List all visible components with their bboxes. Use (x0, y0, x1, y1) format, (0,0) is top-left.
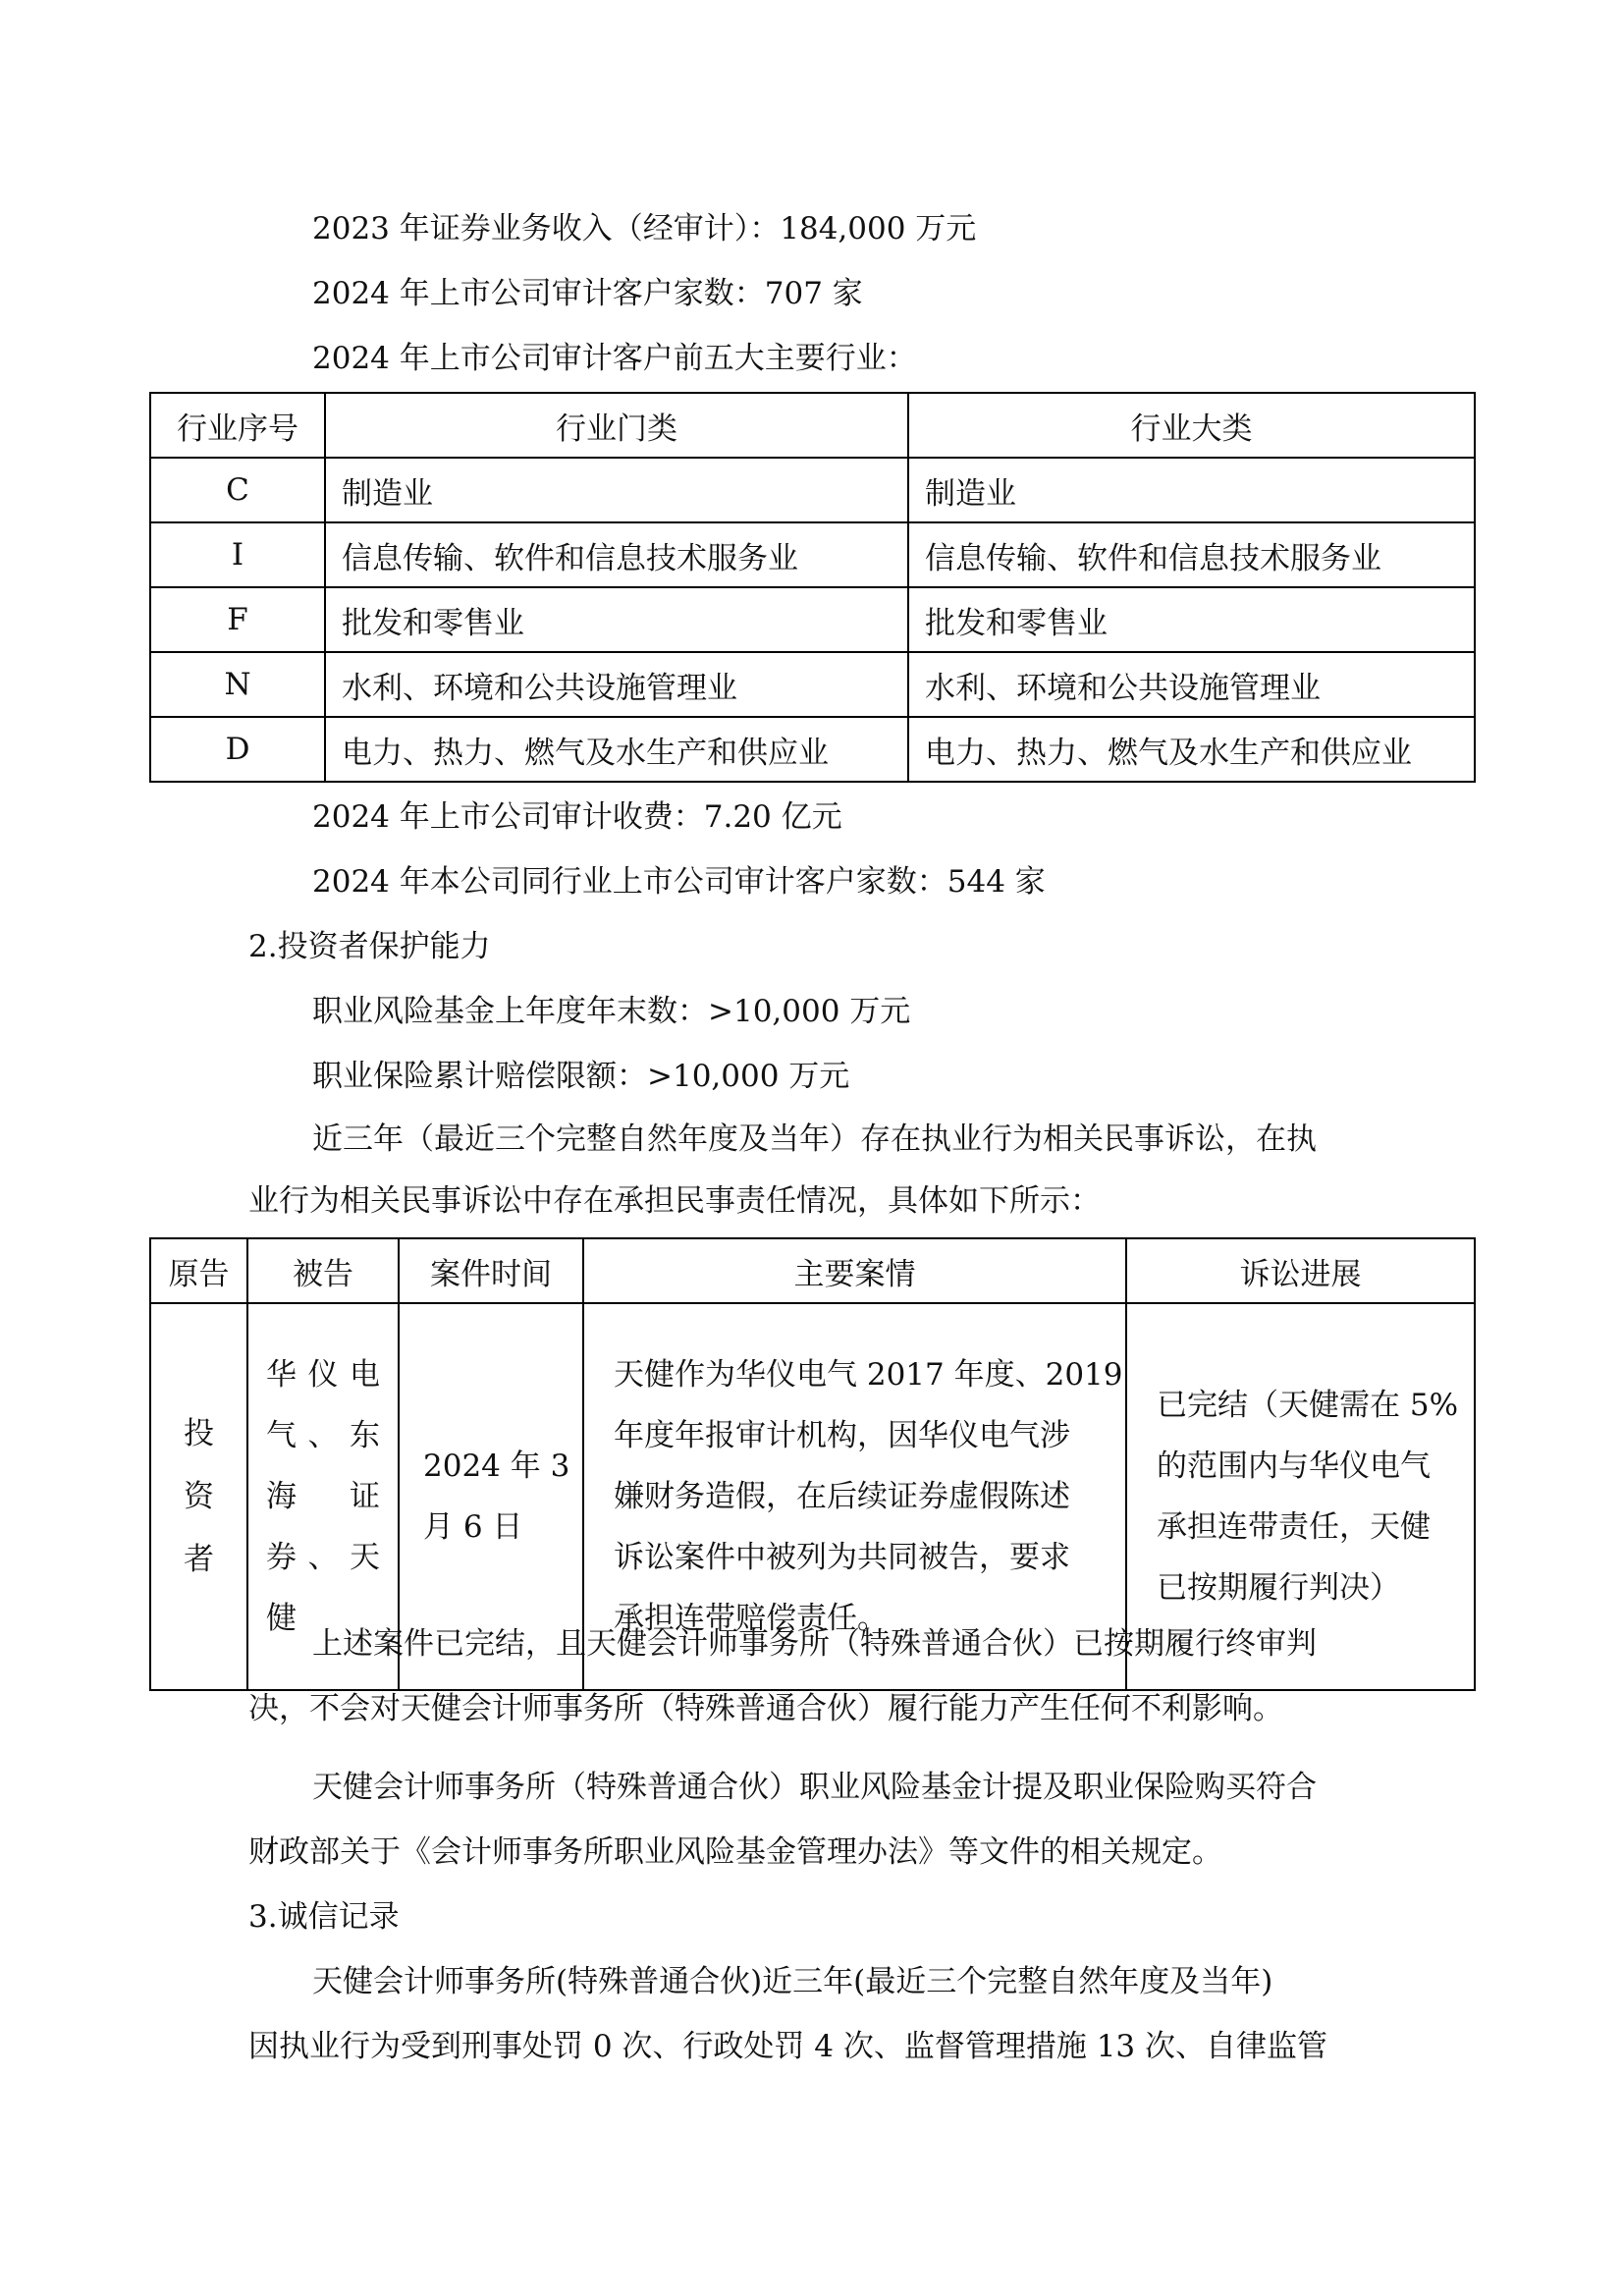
header-industry-code: 行业序号 (150, 393, 325, 458)
table-row (150, 652, 1475, 717)
industry-major: 制造业 (908, 458, 1475, 522)
defendant-char: 气 (266, 1418, 297, 1453)
progress-line: 已按期履行判决） (1157, 1570, 1400, 1606)
plaintiff-char: 资 (184, 1479, 214, 1514)
defendant-char: 健 (266, 1601, 297, 1636)
industry-category: 信息传输、软件和信息技术服务业 (325, 522, 908, 587)
table-row (150, 458, 1475, 522)
defendant-line (248, 1466, 398, 1527)
revenue-line: 2023 年证券业务收入（经审计）：184,000 万元 (312, 211, 977, 246)
defendant-char: 券 (266, 1540, 297, 1575)
client-count-line: 2024 年上市公司审计客户家数：707 家 (312, 276, 863, 311)
case-summary-line: 嫌财务造假，在后续证券虚假陈述 (614, 1479, 1070, 1514)
industry-code: F (150, 587, 325, 652)
lawsuit-table (149, 1237, 1476, 1691)
table-row (150, 717, 1475, 782)
integrity-line-1: 天健会计师事务所(特殊普通合伙)近三年(最近三个完整自然年度及当年) (312, 1964, 1273, 1999)
section-3-heading: 3.诚信记录 (248, 1899, 400, 1935)
table-header-row (150, 393, 1475, 458)
case-time-line: 2024 年 3 (423, 1449, 570, 1484)
integrity-line-2: 因执业行为受到刑事处罚 0 次、行政处罚 4 次、监督管理措施 13 次、自律监管 (248, 2029, 1328, 2064)
insurance-limit-line: 职业保险累计赔偿限额：>10,000 万元 (312, 1059, 850, 1094)
progress-line: 已完结（天健需在 5% (1157, 1388, 1459, 1423)
progress-line: 承担连带责任，天健 (1157, 1509, 1431, 1545)
industry-major: 电力、热力、燃气及水生产和供应业 (908, 717, 1475, 782)
closing-para-1-line-1: 上述案件已完结，且天健会计师事务所（特殊普通合伙）已按期履行终审判 (312, 1626, 1317, 1662)
case-summary-line: 承担连带赔偿责任。 (614, 1601, 888, 1636)
industry-code: C (150, 458, 325, 522)
industry-code: N (150, 652, 325, 717)
industry-major: 水利、环境和公共设施管理业 (908, 652, 1475, 717)
case-summary-line: 年度年报审计机构，因华仪电气涉 (614, 1418, 1070, 1453)
case-time-line: 月 6 日 (423, 1509, 523, 1545)
case-summary-line: 诉讼案件中被列为共同被告，要求 (614, 1540, 1070, 1575)
header-industry-category: 行业门类 (325, 393, 908, 458)
progress-line: 的范围内与华仪电气 (1157, 1449, 1431, 1484)
defendant-char: 东 (350, 1418, 380, 1453)
header-case-time: 案件时间 (399, 1238, 583, 1303)
closing-para-2-line-2: 财政部关于《会计师事务所职业风险基金管理办法》等文件的相关规定。 (248, 1834, 1222, 1870)
header-industry-major: 行业大类 (908, 393, 1475, 458)
table-row (150, 522, 1475, 587)
defendant-char: 仪 (307, 1357, 339, 1393)
defendant-line (248, 1405, 398, 1466)
industry-category: 电力、热力、燃气及水生产和供应业 (325, 717, 908, 782)
header-case-summary: 主要案情 (583, 1238, 1126, 1303)
audit-fee-line: 2024 年上市公司审计收费：7.20 亿元 (312, 799, 842, 835)
defendant-line (248, 1527, 398, 1588)
defendant-char: 证 (350, 1479, 380, 1514)
section-2-heading: 2.投资者保护能力 (248, 929, 491, 964)
plaintiff-char: 投 (184, 1416, 214, 1451)
plaintiff-cell (150, 1303, 247, 1690)
table-header-row (150, 1238, 1475, 1303)
header-defendant: 被告 (247, 1238, 399, 1303)
industry-code: I (150, 522, 325, 587)
risk-fund-line: 职业风险基金上年度年末数：>10,000 万元 (312, 994, 911, 1029)
header-litigation-progress: 诉讼进展 (1126, 1238, 1475, 1303)
industry-major: 信息传输、软件和信息技术服务业 (908, 522, 1475, 587)
industry-category: 水利、环境和公共设施管理业 (325, 652, 908, 717)
industry-category: 制造业 (325, 458, 908, 522)
lawsuit-intro-line-2: 业行为相关民事诉讼中存在承担民事责任情况，具体如下所示： (248, 1183, 1101, 1219)
industry-major: 批发和零售业 (908, 587, 1475, 652)
table-row (150, 587, 1475, 652)
defendant-char: 电 (350, 1357, 380, 1393)
top-industries-line: 2024 年上市公司审计客户前五大主要行业： (312, 341, 917, 376)
defendant-char: 、 (307, 1540, 339, 1575)
industry-table (149, 392, 1476, 783)
lawsuit-intro-line-1: 近三年（最近三个完整自然年度及当年）存在执业行为相关民事诉讼，在执 (312, 1121, 1317, 1157)
industry-code: D (150, 717, 325, 782)
defendant-char: 海 (266, 1479, 297, 1514)
defendant-char: 、 (307, 1418, 339, 1453)
industry-category: 批发和零售业 (325, 587, 908, 652)
defendant-char: 天 (350, 1540, 380, 1575)
header-plaintiff: 原告 (150, 1238, 247, 1303)
closing-para-1-line-2: 决，不会对天健会计师事务所（特殊普通合伙）履行能力产生任何不利影响。 (248, 1691, 1283, 1726)
defendant-char: 华 (266, 1357, 297, 1393)
same-industry-line: 2024 年本公司同行业上市公司审计客户家数：544 家 (312, 864, 1046, 900)
case-summary-line: 天健作为华仪电气 2017 年度、2019 (614, 1357, 1123, 1393)
closing-para-2-line-1: 天健会计师事务所（特殊普通合伙）职业风险基金计提及职业保险购买符合 (312, 1770, 1317, 1805)
plaintiff-char: 者 (184, 1542, 214, 1577)
defendant-line (248, 1344, 398, 1405)
